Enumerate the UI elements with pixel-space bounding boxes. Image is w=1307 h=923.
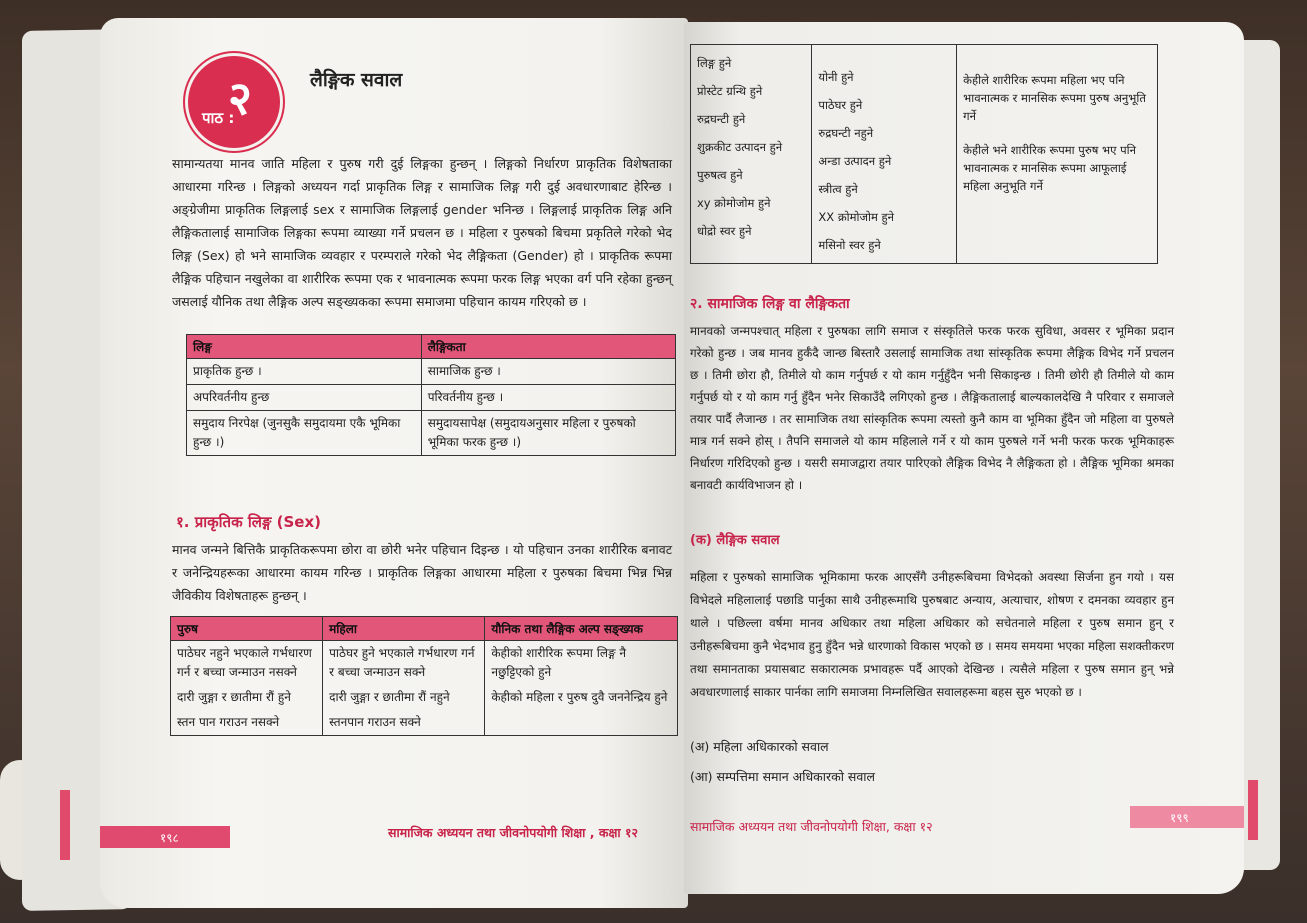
cell-line: रुद्रघन्टी हुने: [697, 112, 746, 126]
cell-line: केहीले शारीरिक रूपमा महिला भए पनि भावनात्मक र मानसिक रूपमा पुरुष अनुभूति गर्ने: [963, 73, 1146, 123]
cell-line: स्तनपान गराउन सक्ने: [329, 715, 421, 729]
subsection-title: (क) लैङ्गिक सवाल: [690, 533, 780, 548]
table-cell: समुदायसापेक्ष (समुदायअनुसार महिला र पुरुषको भूमिका फरक हुन्छ ।): [421, 411, 675, 456]
page-number: १९८: [160, 831, 179, 845]
footer-bar: [100, 826, 230, 848]
section2-paragraph: मानवको जन्मपश्चात् महिला र पुरुषका लागि समाज र संस्कृतिले फरक फरक सुविधा, अवसर र भूमिका प्रदान गरेको हुन्छ । जब मानव हुर्कँदै जान्छ बिस्तारै उसलाई सामाजिक तथा सांस्कृतिक रूपमा लैङ्गिक विभेद गर्ने प्रचलन छ । तिमी छोरा हौ, तिमीले यो काम गर्नुपर्छ र यो काम गर्नुहुँदैन भनी सिकाइन्छ । तिमी छोरी हौ तिमीले यो काम गर्नुपर्छ यो र यो काम गर्नु हुँदैन भनेर सिकाउँदै लगिएको हुन्छ । लैङ्गिकतालाई बाल्यकालदेखि नै परिवार र समाजले तयार पार्दै लैजान्छ । तर सामाजिक तथा सांस्कृतिक रूपमा त्यस्तो कुनै काम वा भूमिका हुँदैन जो महिला वा पुरुषले मात्र गर्न सक्ने होस् । तैपनि समाजले यो काम महिलाले गर्ने र यो काम पुरुषले गर्ने भनी फरक फरक भूमिकाहरू निर्धारण गरिदिएको हुन्छ । यसरी समाजद्वारा तयार पारिएको लैङ्गिक विभेद नै लैङ्गिकता हो । लैङ्गिक भूमिका श्रमका बनावटी कार्यविभाजन हो ।: [690, 324, 1174, 492]
table-cell: [691, 45, 812, 264]
cell-line: पाठेघर हुने भएकाले गर्भधारण गर्न र बच्चा जन्माउन सक्ने: [329, 646, 475, 679]
sex-gender-table: [186, 334, 676, 456]
cell-line: पाठेघर नहुने भएकाले गर्भधारण गर्न र बच्चा जन्माउन नसक्ने: [177, 646, 312, 679]
right-page: [684, 22, 1244, 894]
page-edge-mark: [60, 790, 70, 860]
left-page: [100, 18, 688, 908]
sex-differences-table: [170, 616, 678, 736]
cell-line: दारी जुङ्गा र छातीमा रौं नहुने: [329, 690, 450, 704]
table-cell: समुदाय निरपेक्ष (जुनसुकै समुदायमा एकै भूमिका हुन्छ ।): [187, 411, 422, 456]
table-cell: [957, 45, 1158, 264]
cell-line: योनी हुने: [818, 70, 854, 84]
table-header: पुरुष: [171, 617, 323, 641]
table-row: [187, 359, 676, 385]
cell-line: मसिनो स्वर हुने: [818, 238, 881, 252]
intro-paragraph: सामान्यतया मानव जाति महिला र पुरुष गरी दुई लिङ्गका हुन्छन् । लिङ्गको निर्धारण प्राकृतिक विशेषताका आधारमा गरिन्छ । लिङ्गको अध्ययन गर्दा प्राकृतिक लिङ्ग र सामाजिक लिङ्ग गरी दुई अवधारणाबाट हेरिन्छ । अङ्ग्रेजीमा प्राकृतिक लिङ्गलाई sex र सामाजिक लिङ्गलाई gender भनिन्छ । लिङ्गलाई प्राकृतिक लिङ्ग अनि लैङ्गिकतालाई सामाजिक लिङ्गका रूपमा व्याख्या गर्ने प्रचलन छ । महिला र पुरुषको बिचमा प्रकृतिले गरेको भेद लिङ्ग (Sex) हो भने सामाजिक व्यवहार र परम्पराले गरेको भेद लैङ्गिकता (Gender) हो । प्राकृतिक रूपमा लैङ्गिक पहिचान नखुलेका वा शारीरिक रूपमा एक र भावनात्मक रूपमा फरक लिङ्ग भएका वर्ग पनि रहेका हुन्छन् जसलाई यौनिक तथा लैङ्गिक अल्प सङ्ख्यकका रूपमा समाजमा पहिचान कायम गरिएको छ ।: [172, 156, 672, 309]
cell-line: xy क्रोमोजोम हुने: [697, 196, 771, 210]
table-header: महिला: [323, 617, 485, 641]
table-cell: प्राकृतिक हुन्छ ।: [187, 359, 422, 385]
table-row: [187, 411, 676, 456]
table-cell: [323, 641, 485, 736]
footer-text: सामाजिक अध्ययन तथा जीवनोपयोगी शिक्षा , कक्षा १२: [388, 825, 638, 840]
page-number: १९९: [1170, 811, 1189, 825]
page-edge-mark: [1248, 780, 1258, 840]
table-row: [691, 45, 1158, 264]
footer-text: सामाजिक अध्ययन तथा जीवनोपयोगी शिक्षा, कक्षा १२: [690, 819, 933, 834]
characteristics-table: [690, 44, 1158, 264]
cell-line: स्तन पान गराउन नसक्ने: [177, 715, 280, 729]
table-header: यौनिक तथा लैङ्गिक अल्प सङ्ख्यक: [485, 617, 678, 641]
chapter-title: लैङ्गिक सवाल: [310, 69, 403, 91]
table-cell: [812, 45, 957, 264]
table-cell: [171, 641, 323, 736]
table-header: लैङ्गिकता: [421, 335, 675, 359]
cell-line: लिङ्ग हुने: [697, 56, 732, 70]
lesson-number: २: [228, 71, 252, 125]
cell-line: दारी जुङ्गा र छातीमा रौं हुने: [177, 690, 291, 704]
list-item: (आ) सम्पत्तिमा समान अधिकारको सवाल: [690, 769, 876, 784]
cell-line: केहीको शारीरिक रूपमा लिङ्ग नै नछुट्टिएको हुने: [491, 646, 627, 679]
table-row: [187, 385, 676, 411]
section1-title: १. प्राकृतिक लिङ्ग (Sex): [176, 513, 321, 531]
cell-line: केहीले भने शारीरिक रूपमा पुरुष भए पनि भावनात्मक र मानसिक रूपमा आफूलाई महिला अनुभूति गर्ने: [963, 143, 1136, 193]
cell-line: अन्डा उत्पादन हुने: [818, 154, 892, 168]
cell-line: शुक्रकीट उत्पादन हुने: [697, 140, 783, 154]
table-cell: परिवर्तनीय हुन्छ ।: [421, 385, 675, 411]
section1-paragraph: मानव जन्मने बित्तिकै प्राकृतिकरूपमा छोरा वा छोरी भनेर पहिचान दिइन्छ । यो पहिचान उनका शारीरिक बनावट र जनेन्द्रियहरूका आधारमा कायम गरिन्छ । प्राकृतिक लिङ्गका आधारमा महिला र पुरुषका बिचमा भिन्न भिन्न जैविकीय विशेषताहरू हुन्छन् ।: [172, 542, 672, 603]
table-cell: [485, 641, 678, 736]
table-cell: अपरिवर्तनीय हुन्छ: [187, 385, 422, 411]
footer-bar: [1130, 806, 1244, 828]
cell-line: XX क्रोमोजोम हुने: [818, 210, 895, 224]
section2-title: २. सामाजिक लिङ्ग वा लैङ्गिकता: [690, 296, 850, 312]
cell-line: पाठेघर हुने: [818, 98, 863, 112]
table-cell: सामाजिक हुन्छ ।: [421, 359, 675, 385]
cell-line: प्रोस्टेट ग्रन्थि हुने: [697, 84, 763, 98]
lesson-label: पाठ :: [202, 109, 235, 127]
cell-line: केहीको महिला र पुरुष दुवै जननेन्द्रिय हुने: [491, 690, 668, 704]
cell-line: स्त्रीत्व हुने: [818, 182, 858, 196]
list-item: (अ) महिला अधिकारको सवाल: [690, 739, 829, 754]
table-row: [171, 641, 678, 736]
table-header: लिङ्ग: [187, 335, 422, 359]
cell-line: पुरुषत्व हुने: [697, 168, 743, 182]
subsection-paragraph: महिला र पुरुषको सामाजिक भूमिकामा फरक आएसँगै उनीहरूबिचमा विभेदको अवस्था सिर्जना हुन गयो । यस विभेदले महिलालाई पछाडि पार्नुका साथै उनीहरूमाथि पुरुषबाट अन्याय, अत्याचार, शोषण र दमनका व्यवहार हुन थाले । पछिल्ला वर्षमा मानव अधिकार तथा महिला अधिकार को सचेतनाले महिला र पुरुष समान हुन् र उनीहरूबिचमा कुनै भेदभाव हुनु हुँदैन भन्ने धारणाको विकास भएको छ । समय समयमा भएका महिला सशक्तीकरण तथा समानताका प्रयासबाट सकारात्मक प्रभावहरू पर्दै आएको देखिन्छ । त्यसैले महिला र पुरुष समान हुन् भन्ने अवधारणालाई साकार पार्नका लागि समाजमा निम्नलिखित सवालहरूमा बहस सुरु भएको छ ।: [690, 570, 1174, 699]
cell-line: रुद्रघन्टी नहुने: [818, 126, 874, 140]
lesson-badge: [188, 56, 280, 148]
cell-line: धोद्रो स्वर हुने: [697, 224, 752, 238]
